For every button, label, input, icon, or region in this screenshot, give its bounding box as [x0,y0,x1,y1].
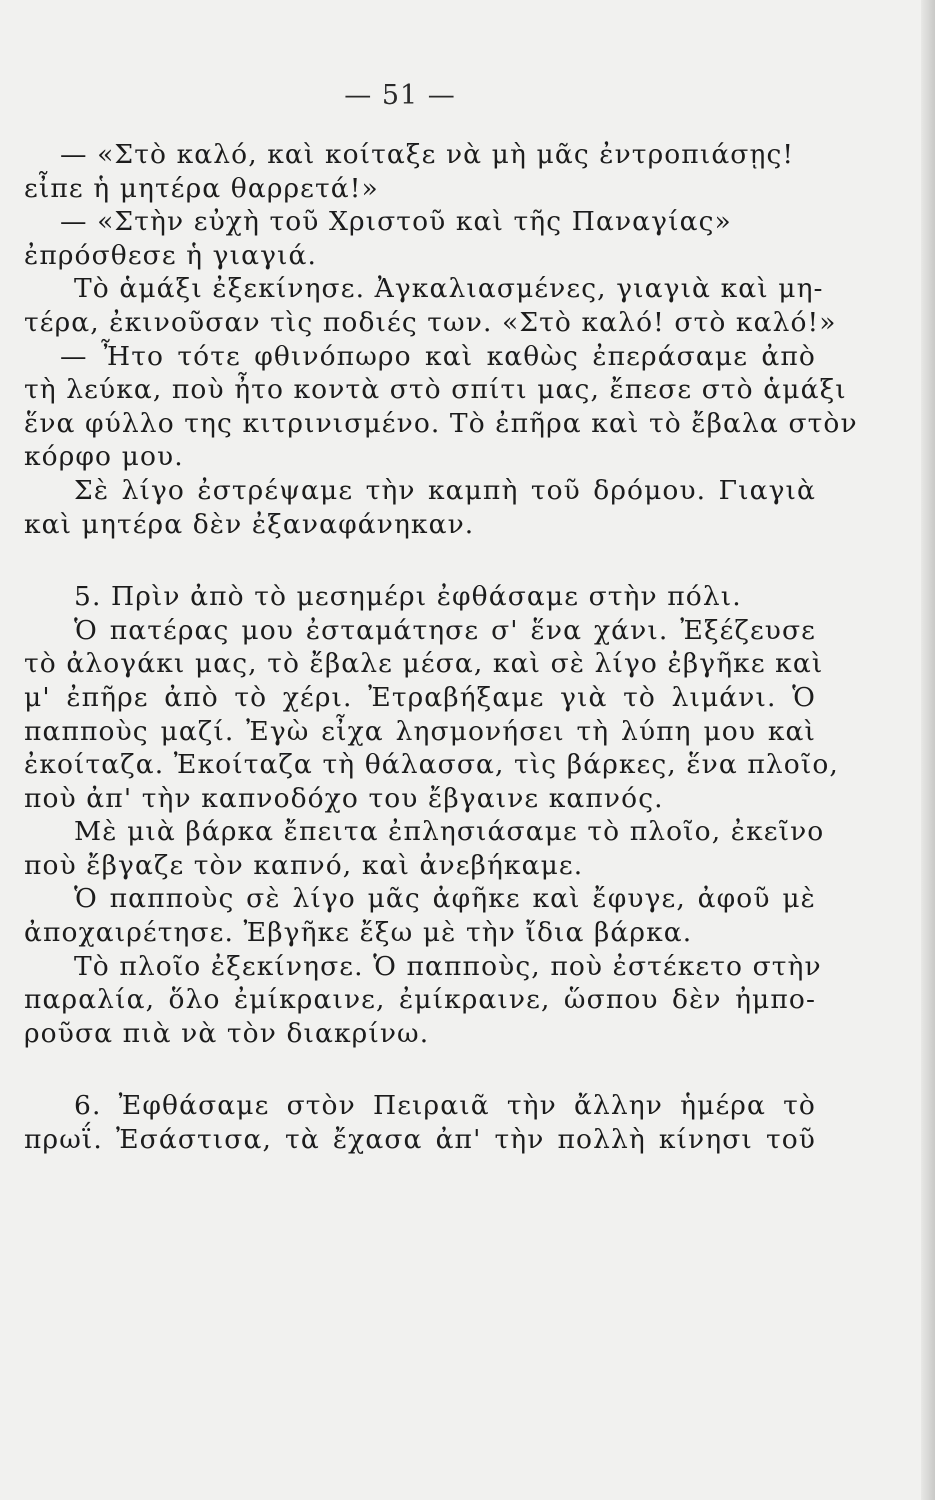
text-line: εἶπε ἡ μητέρα θαρρετά!» [24,172,379,204]
text-line: — Ἦτο τότε φθινόπωρο καὶ καθὼς ἐπεράσαμε ἀπὸ [60,340,816,372]
text-line: παραλία, ὅλο ἐμίκραινε, ἐμίκραινε, ὥσπου δὲν ἠμπο- [24,984,816,1016]
text-line: κόρφο μου. [24,441,184,473]
text-line: ἐκοίταζα. Ἐκοίταζα τὴ θάλασσα, τὶς βάρκες, ἕνα πλοῖο, [24,749,839,781]
text-line: Τὸ ἁμάξι ἐξεκίνησε. Ἀγκαλιασμένες, γιαγιὰ καὶ μη- [74,273,824,305]
page-edge-shadow [921,0,935,1500]
body-text [24,138,858,1157]
text-line: Ὁ πατέρας μου ἐσταμάτησε σ' ἕνα χάνι. Ἐξέζευσε [74,614,816,646]
text-line: Ὁ παπποὺς σὲ λίγο μᾶς ἀφῆκε καὶ ἔφυγε, ἀφοῦ μὲ [74,883,816,915]
text-line: Μὲ μιὰ βάρκα ἔπειτα ἐπλησιάσαμε τὸ πλοῖο, ἐκεῖνο [74,816,825,848]
paragraph-gap [24,1050,816,1089]
text-line: Τὸ πλοῖο ἐξεκίνησε. Ὁ παπποὺς, ποὺ ἐστέκετο στὴν [74,950,822,982]
text-line: παπποὺς μαζί. Ἐγὼ εἶχα λησμονήσει τὴ λύπη μου καὶ [24,715,816,747]
text-line: — «Στὴν εὐχὴ τοῦ Χριστοῦ καὶ τῆς Παναγίας» [60,206,732,238]
page-number: — 51 — [344,80,456,111]
text-line: Σὲ λίγο ἐστρέψαμε τὴν καμπὴ τοῦ δρόμου. Γιαγιὰ [74,474,816,506]
text-line: 6. Ἐφθάσαμε στὸν Πειραιᾶ τὴν ἄλλην ἡμέρα τὸ [74,1090,816,1122]
text-line: ροῦσα πιὰ νὰ τὸν διακρίνω. [24,1017,430,1049]
text-line: ἀποχαιρέτησε. Ἐβγῆκε ἔξω μὲ τὴν ἴδια βάρκα. [24,917,693,949]
text-line: πρωΐ. Ἐσάστισα, τὰ ἔχασα ἀπ' τὴν πολλὴ κίνησι τοῦ [24,1124,816,1156]
text-line: — «Στὸ καλό, καὶ κοίταξε νὰ μὴ μᾶς ἐντροπιάσῃς! [60,139,795,170]
text-line: ποὺ ἀπ' τὴν καπνοδόχο του ἔβγαινε καπνός. [24,782,664,814]
text-line: ἐπρόσθεσε ἡ γιαγιά. [24,239,318,271]
text-line: τὴ λεύκα, ποὺ ἦτο κοντὰ στὸ σπίτι μας, ἔπεσε στὸ ἁμάξι [24,374,847,406]
text-line: ποὺ ἔβγαζε τὸν καπνό, καὶ ἀνεβήκαμε. [24,849,584,881]
text-line: ἕνα φύλλο της κιτρινισμένο. Τὸ ἐπῆρα καὶ τὸ ἔβαλα στὸν [24,407,858,439]
text-line: τὸ ἀλογάκι μας, τὸ ἔβαλε μέσα, καὶ σὲ λίγο ἐβγῆκε καὶ [24,648,824,680]
text-line: καὶ μητέρα δὲν ἐξαναφάνηκαν. [24,508,475,540]
text-line: μ' ἐπῆρε ἀπὸ τὸ χέρι. Ἐτραβήξαμε γιὰ τὸ λιμάνι. Ὁ [24,681,816,713]
text-line: 5. Πρὶν ἀπὸ τὸ μεσημέρι ἐφθάσαμε στὴν πόλι. [74,581,742,613]
paragraph-gap [24,541,816,580]
text-line: τέρα, ἐκινοῦσαν τὶς ποδιές των. «Στὸ καλό! στὸ καλό!» [24,306,837,338]
